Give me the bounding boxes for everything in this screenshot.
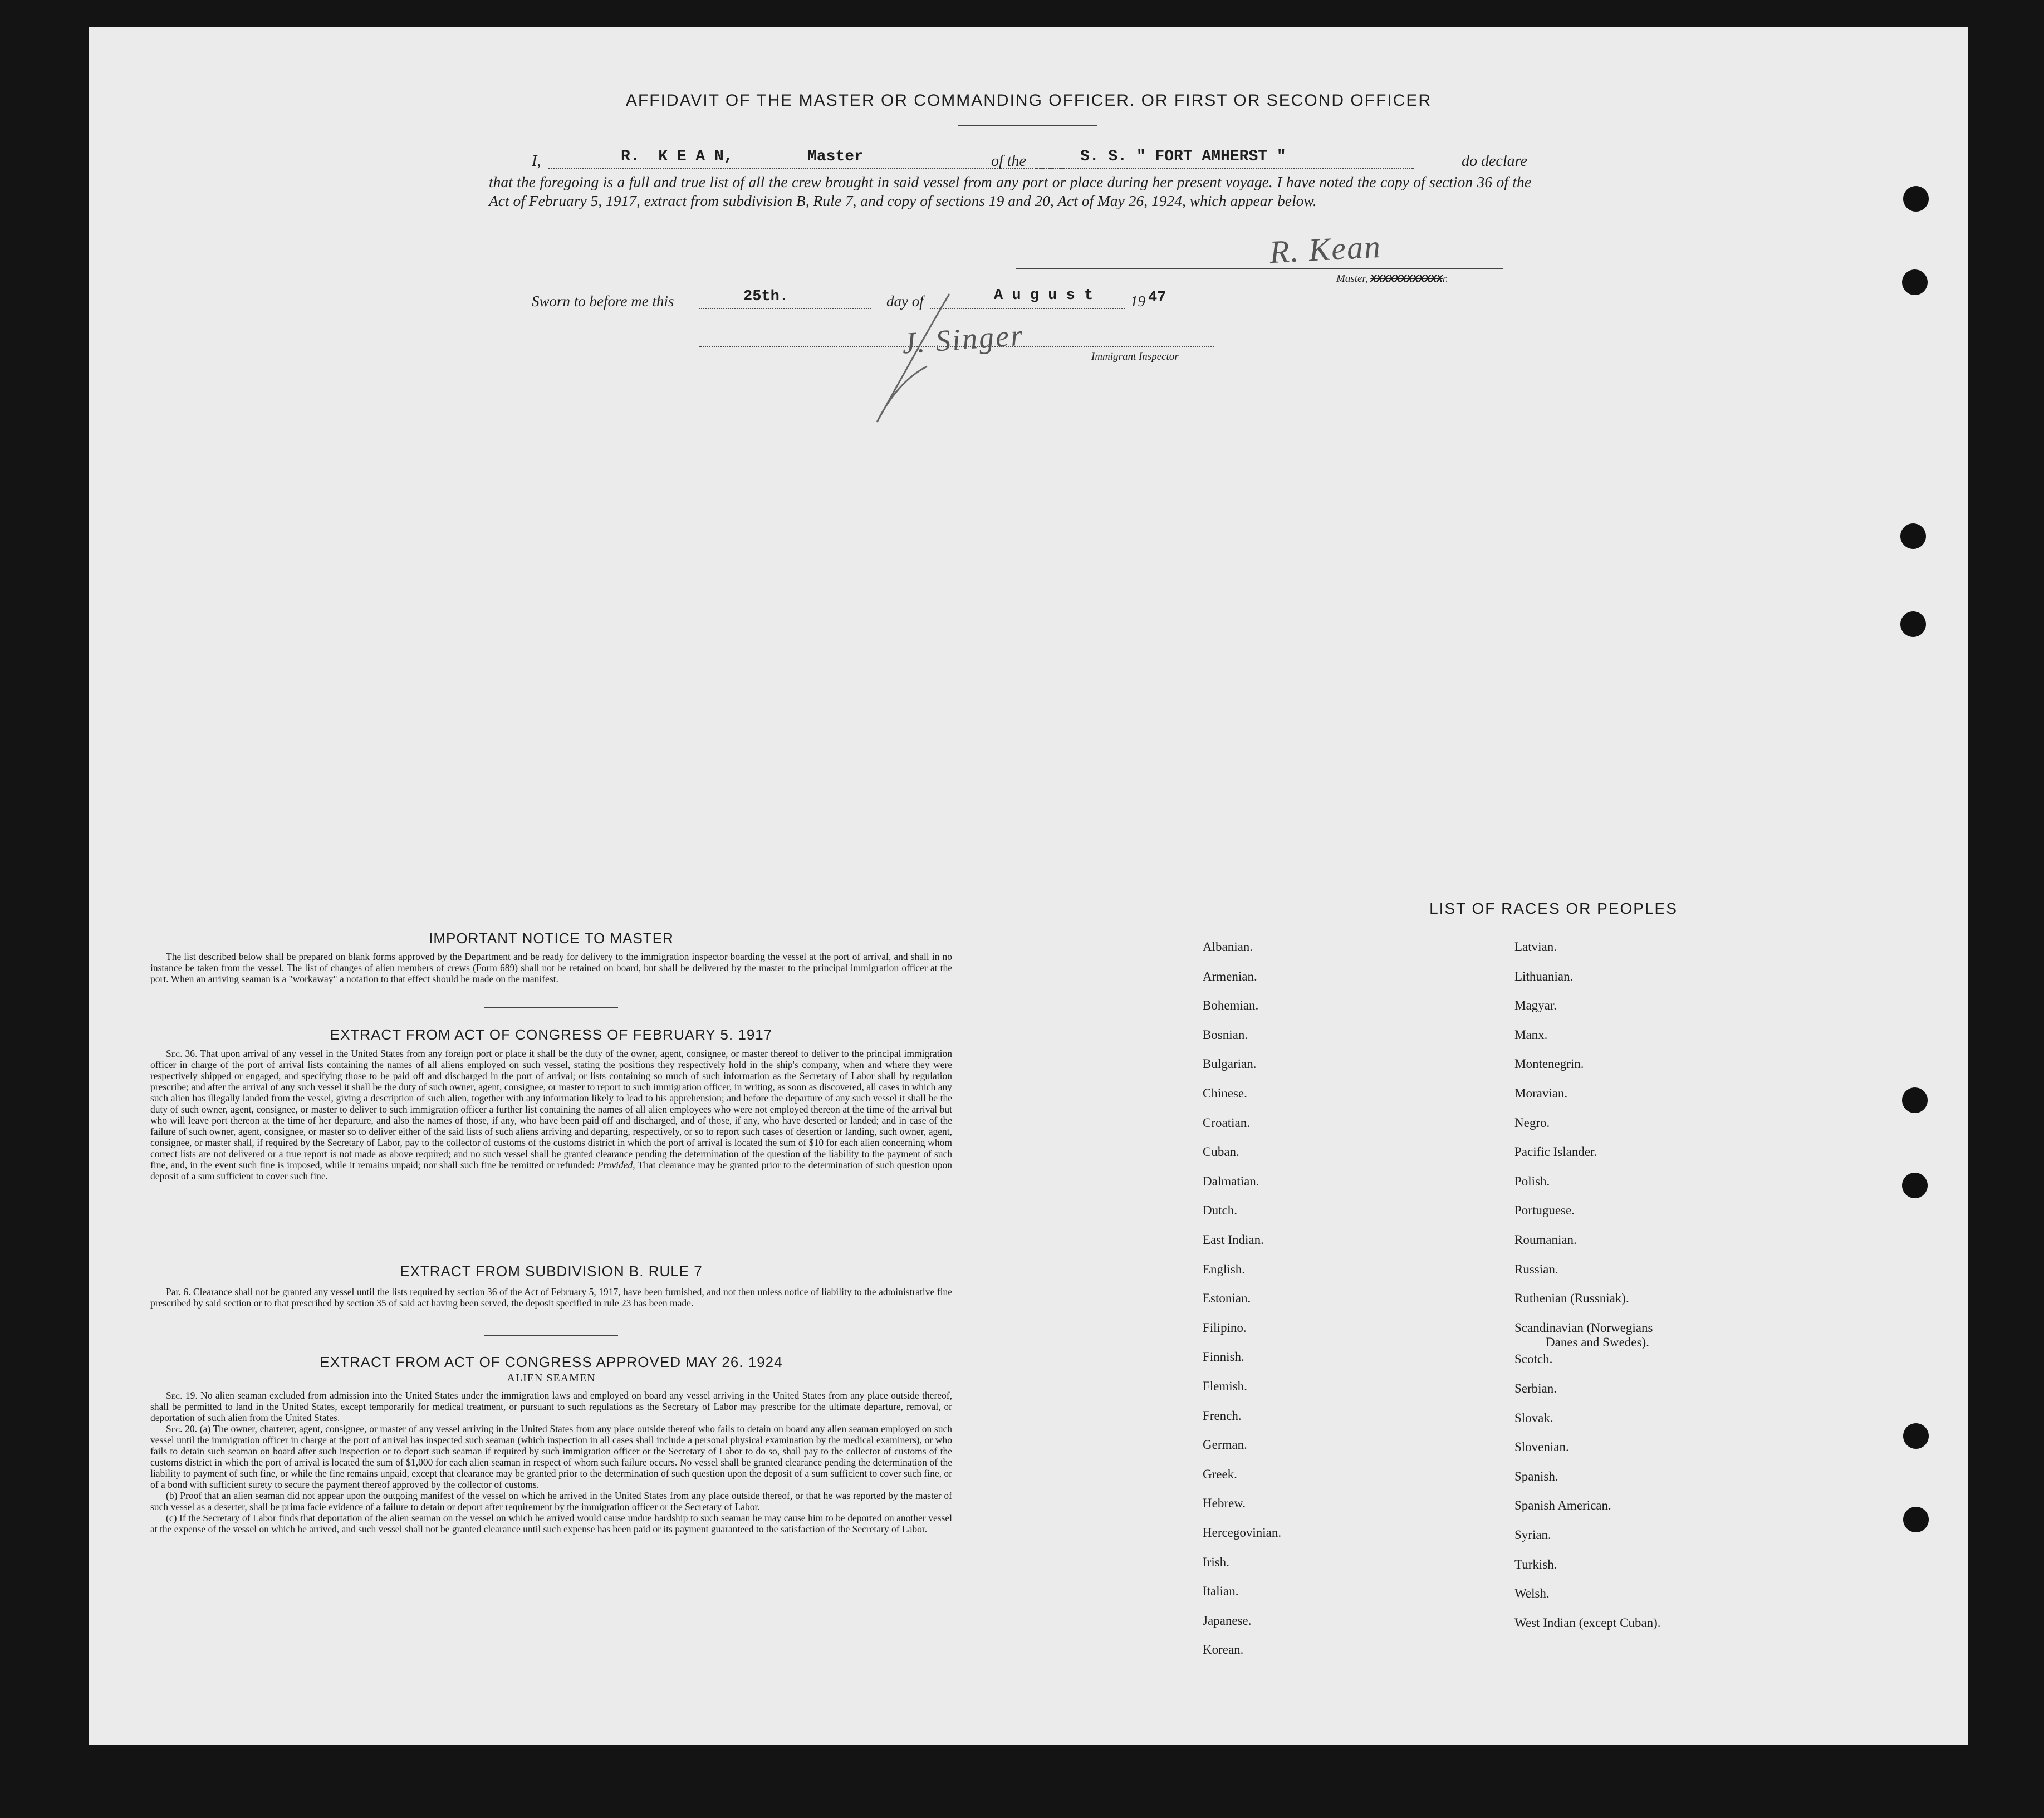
race-item: Slovenian. [1514,1440,1569,1454]
race-item: Serbian. [1514,1381,1557,1395]
race-item: Estonian. [1203,1291,1251,1306]
race-item: Spanish American. [1514,1498,1611,1513]
month-fill-line [930,308,1125,309]
race-item: Syrian. [1514,1528,1551,1542]
race-item: French. [1203,1408,1242,1423]
sworn-day: 25th. [743,288,789,305]
race-item: West Indian (except Cuban). [1514,1615,1661,1630]
races-heading: LIST OF RACES OR PEOPLES [1429,900,1678,917]
punch-hole [1900,611,1926,637]
race-item: Negro. [1514,1115,1550,1130]
divider-1 [484,1007,618,1008]
race-item: Hebrew. [1203,1496,1246,1511]
race-item: Filipino. [1203,1320,1247,1335]
struck-caption: XXXXXXXXXXXX [1370,274,1443,285]
race-item: Turkish. [1514,1557,1557,1571]
race-item: Irish. [1203,1555,1229,1569]
race-item: Bohemian. [1203,998,1259,1013]
signature-flourish-icon [866,288,955,433]
race-item: Hercegovinian. [1203,1526,1282,1540]
race-item: Korean. [1203,1643,1244,1657]
vessel-name: S. S. " FORT AMHERST " [1080,148,1286,165]
master-rank: Master [807,148,864,165]
punch-hole [1903,186,1929,212]
race-item: Flemish. [1203,1379,1247,1393]
race-item: German. [1203,1438,1247,1452]
extract-1917-heading: EXTRACT FROM ACT OF CONGRESS OF FEBRUARY 5. 1917 [330,1026,773,1043]
punch-hole [1900,523,1926,549]
divider-2 [484,1335,618,1336]
notice-text: The list described below shall be prepared on blank forms approved by the Department and be ready for delivery to the immigration inspector boarding the vessel at the port of arrival, and shall in no instance be taken from the vessel. The list of changes of alien members of crews (Form 689) shall not be retained on board, but shall be delivered by the master to the principal immigration officer at the port. When an arriving seaman is a "workaway" a notation to that effect should be made on the manifest. [150,951,952,984]
punch-hole [1902,269,1928,295]
race-item: Montenegrin. [1514,1057,1584,1071]
year-suffix: 47 [1148,290,1166,306]
race-item: Spanish. [1514,1469,1558,1483]
race-item: Slovak. [1514,1410,1553,1425]
rule7-heading: EXTRACT FROM SUBDIVISION B. RULE 7 [400,1263,703,1280]
race-item: Roumanian. [1514,1233,1577,1247]
affidavit-body: that the foregoing is a full and true list of all the crew brought in said vessel from any port or place during her present voyage. I have noted the copy of section 36 of the Act of February 5, 1917, extract from subdivision B, Rule 7, and copy of sections 19 and 20, Act of May 26, 1924, which appear below. [489,173,1531,209]
race-item: Moravian. [1514,1086,1568,1100]
race-item: Bulgarian. [1203,1057,1257,1071]
race-item: Albanian. [1203,940,1253,954]
inspector-signature: J. Singer [901,318,1025,360]
race-item: Magyar. [1514,998,1557,1013]
extract-1924-text: Sec. 19. No alien seaman excluded from admission into the United States under the immigration laws and employed on board any vessel arriving in the United States from any place outside thereof, shall be permitted to land in the United States, except temporarily for medical treatment, or pursuant to such regulations as the Secretary of Labor may prescribe for the ultimate departure, removal, or deportation of such alien from the United States. Sec. 20. (a) The owner, charterer, agent, consignee, or master of any vessel arriving in the United States from any place outside thereof who fails to detain on board any alien seaman employed on such vessel until the immigration officer in charge at the port of arrival has inspected such seaman (which inspection in all cases shall include a personal physical examination by the medical examiners), or who fails to detain such seaman on board after such inspection or to deport such seaman if required by such immigration officer or the Secretary of Labor to do so, shall pay to the collector of customs of the customs district in which the port of arrival is located the sum of $1,000 for each alien seaman in respect of whom such failure occurs. No vessel shall be granted clearance pending the determination of the liability to payment of such fine, or while the fine remains unpaid, except that clearance may be granted prior to the determination of such question upon the deposit of a sum sufficient to cover such fine, or of a bond with sufficient surety to secure the payment thereof approved by the collector of customs. (b) Proof that an alien seaman did not appear upon the outgoing manifest of the vessel on which he arrived in the United States from any place outside thereof, or that he was reported by the master of such vessel as a deserter, shall be prima facie evidence of a failure to detain or deport after requirement by the immigration officer or the Secretary of Labor. (c) If the Secretary of Labor finds that deportation of the alien seaman on the vessel on which he arrived would cause undue hardship to such seaman he may cause him to be deported on another vessel at the expense of the vessel on which he arrived, and such vessel shall not be granted clearance until such expense has been paid or its payment guaranteed to the satisfaction of the Secretary of Labor. [150,1390,952,1535]
race-item: Ruthenian (Russniak). [1514,1291,1629,1306]
race-item: Polish. [1514,1174,1550,1188]
notice-heading: IMPORTANT NOTICE TO MASTER [429,930,674,947]
race-item: Cuban. [1203,1145,1239,1159]
race-item: Croatian. [1203,1115,1250,1130]
of-the-label: of the [991,153,1026,170]
rule7-text: Par. 6. Clearance shall not be granted any vessel until the lists required by section 36 of the Act of February 5, 1917, have been furnished, and not then unless notice of liability to the administrative fine prescribed by said section or to that prescribed by section 35 of said act having been served, the deposit specified in rule 23 has been made. [150,1286,952,1309]
year-prefix: 19 [1130,293,1145,310]
race-item: Dalmatian. [1203,1174,1259,1188]
master-signature: R. Kean [1268,228,1383,271]
race-item: Japanese. [1203,1613,1252,1628]
alien-seamen-subheading: ALIEN SEAMEN [507,1372,596,1384]
race-item: Armenian. [1203,969,1257,983]
signature-caption: Master, XXXXXXXXXXXXr. [1336,273,1448,285]
i-label: I, [532,153,541,170]
race-item: Pacific Islander. [1514,1145,1597,1159]
inspector-caption: Immigrant Inspector [1091,351,1179,362]
race-item: Finnish. [1203,1350,1244,1364]
signature-line [1016,268,1503,269]
race-item: English. [1203,1262,1246,1276]
race-item: Bosnian. [1203,1027,1248,1042]
day-fill-line [699,308,871,309]
race-item: Greek. [1203,1467,1237,1481]
race-item: Portuguese. [1514,1203,1575,1218]
heading-divider [958,125,1097,126]
master-name: R. K E A N, [621,148,733,165]
race-item: Lithuanian. [1514,969,1574,983]
race-item: Chinese. [1203,1086,1247,1100]
vessel-fill-line [1036,168,1414,169]
race-item: Welsh. [1514,1586,1550,1601]
race-item: Dutch. [1203,1203,1237,1218]
punch-hole [1903,1507,1929,1532]
race-item: Scotch. [1514,1352,1553,1366]
race-item: Latvian. [1514,940,1557,954]
race-item: Scandinavian (Norwegians [1514,1320,1653,1335]
race-item: Russian. [1514,1262,1558,1276]
race-item: Danes and Swedes). [1546,1335,1649,1349]
punch-hole [1902,1087,1928,1113]
extract-1917-text: Sec. 36. That upon arrival of any vessel in the United States from any foreign port or place it shall be the duty of the owner, agent, consignee, or master thereof to deliver to the principal immigration officer in charge of the port of arrival lists containing the names of all aliens employed on such vessel, stating the positions they respectively hold in the ship's company, when and where they were respectively shipped or engaged, and specifying those to be paid off and discharged in the port of arrival; or lists containing so much of such information as the Secretary of Labor shall by regulation prescribe; and after the arrival of any such vessel it shall be the duty of such owner, agent, consignee, or master to report to such immigration officer, in writing, as soon as discovered, all cases in which any such alien has illegally landed from the vessel, giving a description of such alien, together with any information likely to lead to his apprehension; and before the departure of any such vessel it shall be the duty of such owner, agent, consignee, or master to deliver to such immigration officer a further list containing the names of all alien employees who were not employed thereon at the time of the arrival but who will leave port thereon at the time of her departure, and also the names of those, if any, who have been paid off and discharged, and of those, if any, who have deserted or landed; and in case of the failure of such owner, agent, consignee, or master so to deliver either of the said lists of such aliens arriving and departing, respectively, or so to report such cases of desertion or landing, such owner, agent, consignee, or master shall, if required by the Secretary of Labor, pay to the collector of customs of the customs district in which the port of arrival is located the sum of $10 for each alien concerning whom correct lists are not delivered or a true report is not made as above required; and no such vessel shall be granted clearance pending the determination of the question of the liability to the payment of such fine, and, in the event such fine is imposed, while it remains unpaid; nor shall such fine be remitted or refunded: Provided, That clearance may be granted prior to the determination of such question upon deposit of a sum sufficient to cover such fine. [150,1048,953,1182]
sworn-month: A u g u s t [994,287,1094,304]
affidavit-heading: AFFIDAVIT OF THE MASTER OR COMMANDING OFFICER. OR FIRST OR SECOND OFFICER [625,91,1432,110]
race-item: Italian. [1203,1584,1239,1599]
extract-1924-heading: EXTRACT FROM ACT OF CONGRESS APPROVED MAY 26. 1924 [320,1354,783,1370]
punch-hole [1902,1173,1928,1198]
sworn-label: Sworn to before me this [532,293,674,310]
race-item: East Indian. [1203,1233,1264,1247]
document-page [89,27,1968,1745]
do-declare-label: do declare [1462,153,1527,170]
day-of-label: day of [886,293,924,310]
race-item: Manx. [1514,1027,1548,1042]
punch-hole [1903,1423,1929,1449]
